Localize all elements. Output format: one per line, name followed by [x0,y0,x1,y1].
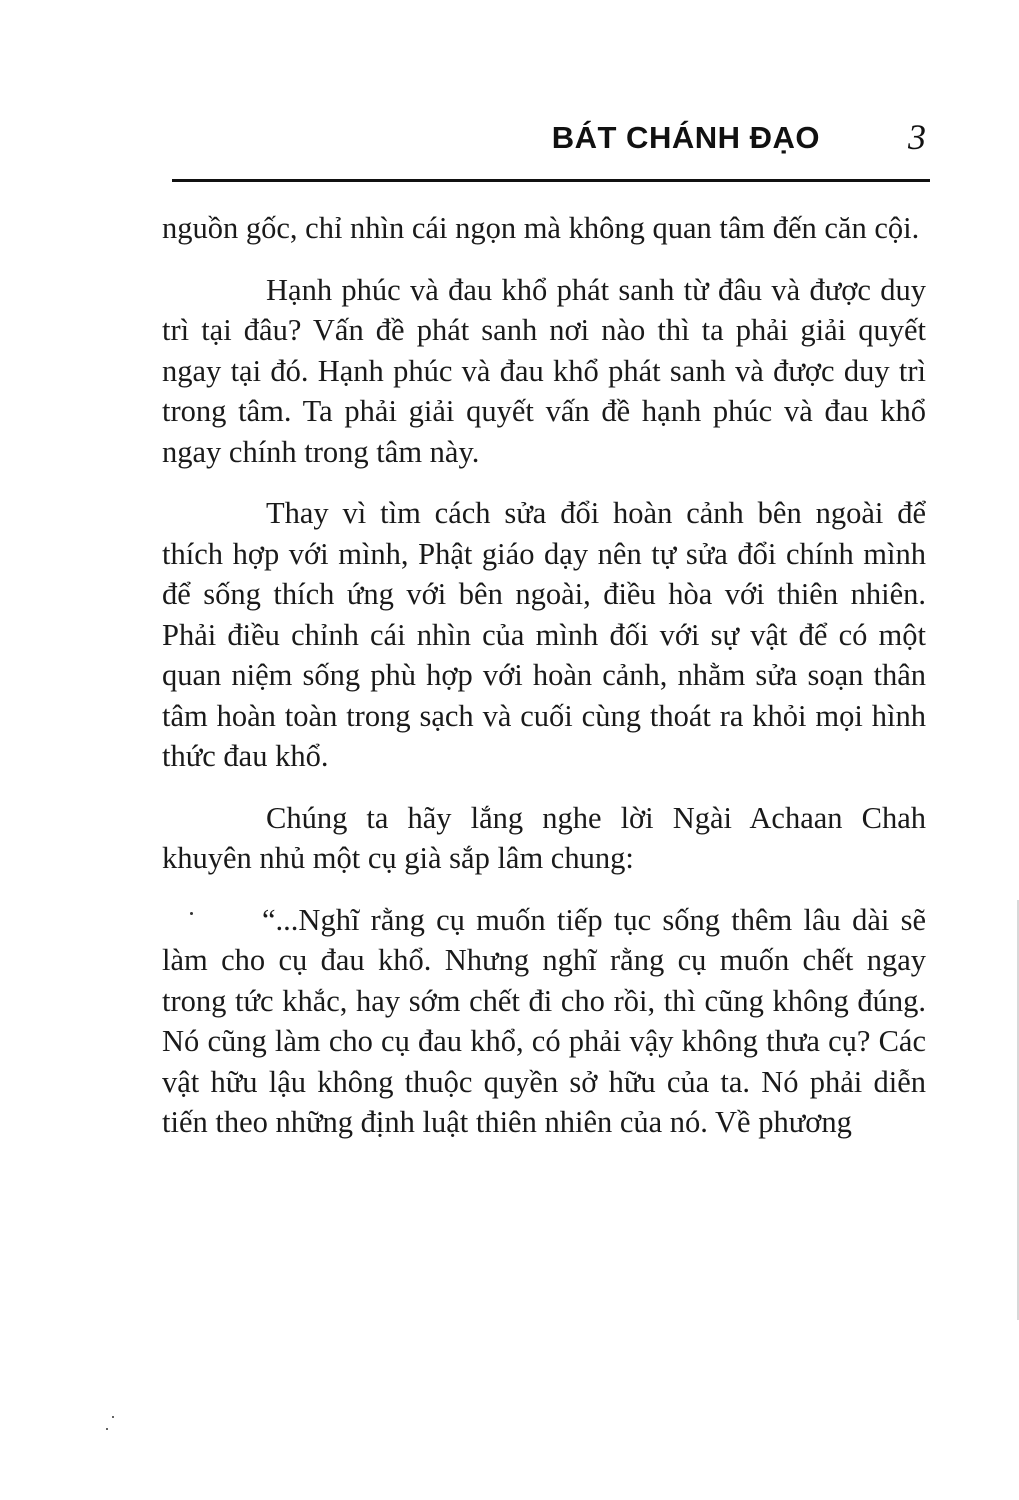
scan-speck [112,1416,114,1418]
header-rule [172,179,930,182]
body-text [162,208,926,1164]
scan-speck [106,1428,108,1430]
paragraph: Thay vì tìm cách sửa đổi hoàn cảnh bên ngoài để thích hợp với mình, Phật giáo dạy nên tự sửa đổi chính mình để sống thích ứng với bên ngoài, điều hòa với thiên nhiên. Phải điều chỉnh cái nhìn của mình đối với sự vật để có một quan niệm sống phù hợp với hoàn cảnh, nhằm sửa soạn thân tâm hoàn toàn trong sạch và cuối cùng thoát ra khỏi mọi hình thức đau khổ. [162,496,926,773]
paragraph-continuation: nguồn gốc, chỉ nhìn cái ngọn mà không quan tâm đến căn cội. [162,211,920,245]
quoted-paragraph: “...Nghĩ rằng cụ muốn tiếp tục sống thêm lâu dài sẽ làm cho cụ đau khổ. Nhưng nghĩ rằng cụ muốn chết ngay trong tức khắc, hay sớm chết đi cho rồi, thì cũng không đúng. Nó cũng làm cho cụ đau khổ, có phải vậy không thưa cụ? Các vật hữu lậu không thuộc quyền sở hữu của ta. Nó phải diễn tiến theo những định luật thiên nhiên của nó. Về phương [162,902,926,1139]
running-title: BÁT CHÁNH ĐẠO [551,120,820,155]
paragraph: Chúng ta hãy lắng nghe lời Ngài Achaan Chah khuyên nhủ một cụ già sắp lâm chung: [162,800,926,875]
paragraph: Hạnh phúc và đau khổ phát sanh từ đâu và được duy trì tại đâu? Vấn đề phát sanh nơi nào thì ta phải giải quyết ngay tại đó. Hạnh phúc và đau khổ phát sanh và được duy trì trong tâm. Ta phải giải quyết vấn đề hạnh phúc và đau khổ ngay chính trong tâm này. [162,272,926,469]
page-number: 3 [908,117,926,157]
scan-speck [190,912,193,915]
running-header [0,112,930,162]
